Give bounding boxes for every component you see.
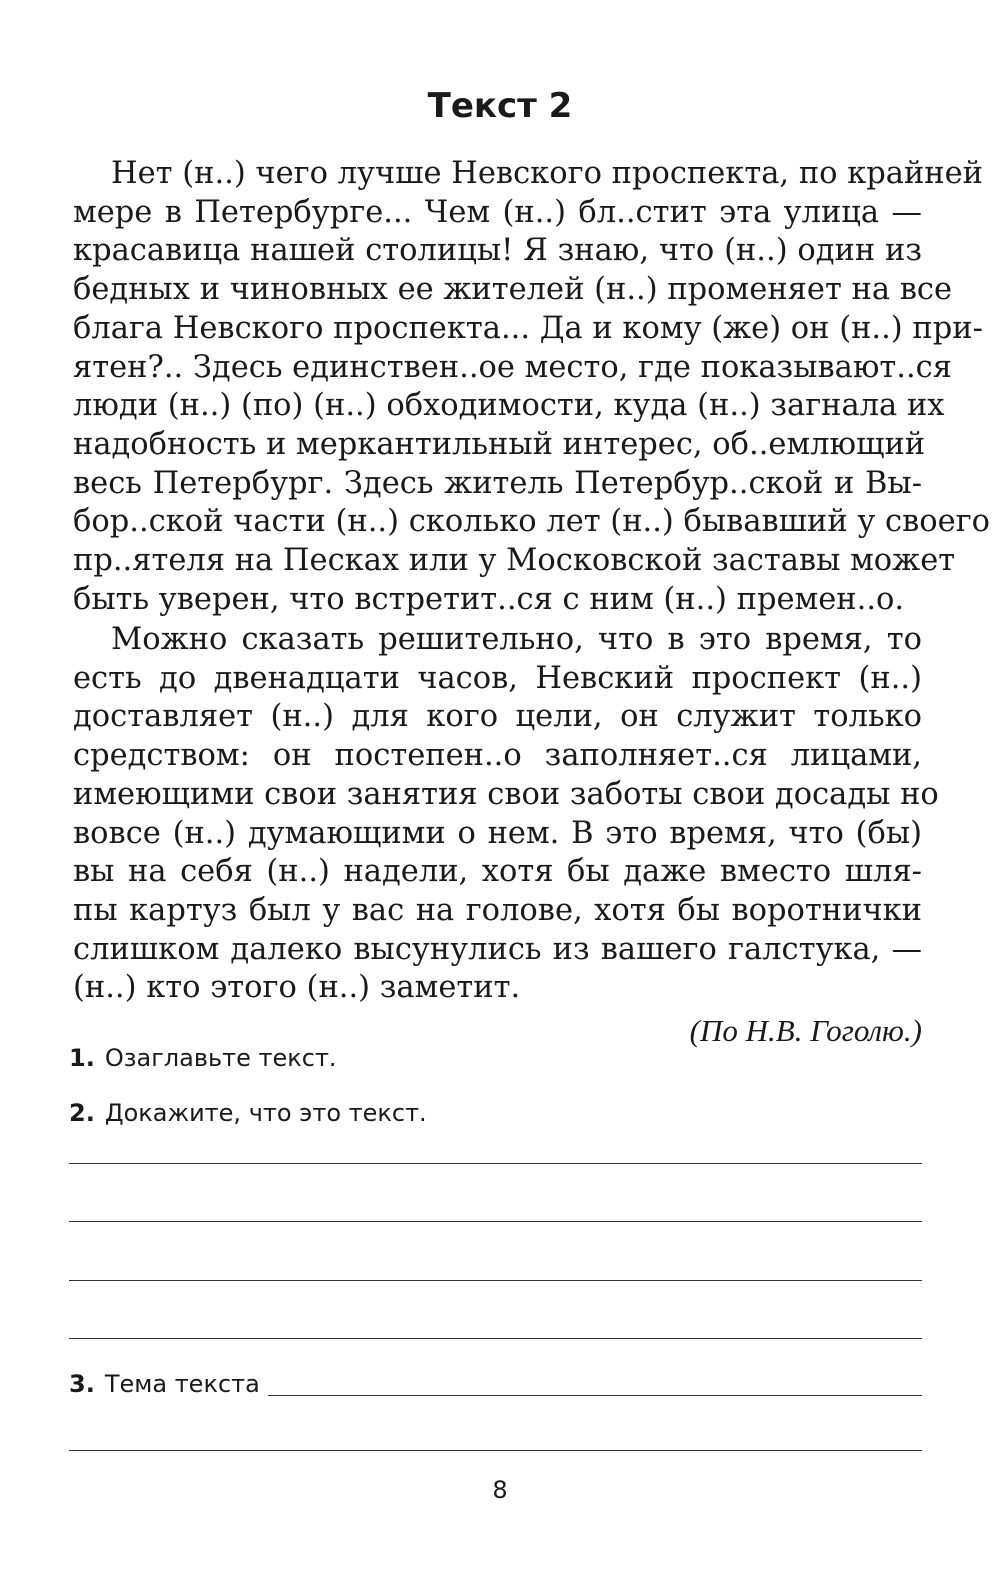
text-line: бор..ской части (н..) сколько лет (н..) бывавший у своего (73, 504, 991, 540)
task-text: Озаглавьте текст. (104, 1044, 337, 1072)
text-paragraph-1 (73, 155, 991, 619)
text-line: весь Петербург. Здесь житель Петербур..ской и Вы- (73, 465, 922, 501)
answer-line[interactable] (69, 1163, 922, 1164)
text-paragraph-2 (73, 621, 939, 1008)
text-line: надобность и меркантильный интерес, об..емлющий (73, 426, 926, 462)
text-line: мере в Петербурге... Чем (н..) бл..стит эта улица — (73, 194, 922, 230)
task-3 (69, 1368, 260, 1400)
answer-line[interactable] (69, 1221, 922, 1222)
text-line: пр..ятеля на Песках или у Московской заставы может (73, 543, 956, 579)
page-title: Текст 2 (427, 86, 573, 126)
text-line: имеющими свои занятия свои заботы свои досады но (73, 776, 939, 812)
task-number: 3. (69, 1370, 95, 1398)
task-number: 2. (69, 1099, 95, 1127)
text-line: доставляет (н..) для кого цели, он служит только (73, 699, 922, 735)
answer-line[interactable] (69, 1450, 922, 1451)
text-line: пы картуз был у вас на голове, хотя бы воротнички (73, 892, 922, 928)
text-line: быть уверен, что встретит..ся с ним (н..) премен..о. (73, 581, 905, 617)
text-line: (н..) кто этого (н..) заметит. (73, 970, 521, 1006)
task-text: Тема текста (104, 1370, 260, 1398)
task-1 (69, 1042, 337, 1074)
text-line: есть до двенадцати часов, Невский проспект (н..) (73, 660, 922, 696)
text-line: вы на себя (н..) надели, хотя бы даже вместо шля- (73, 854, 922, 890)
task-2 (69, 1097, 427, 1129)
text-line: вовсе (н..) думающими о нем. В это время, что (бы) (73, 815, 922, 851)
answer-line[interactable] (69, 1280, 922, 1281)
task-text: Докажите, что это текст. (104, 1099, 427, 1127)
task-number: 1. (69, 1044, 95, 1072)
text-line: бедных и чиновных ее жителей (н..) променяет на все (73, 272, 953, 308)
answer-line[interactable] (69, 1338, 922, 1339)
text-line: слишком далеко высунулись из вашего галстука, — (73, 931, 922, 967)
page-number: 8 (492, 1476, 508, 1504)
text-line: Можно сказать решительно, что в это время, то (111, 622, 922, 657)
topic-answer-line[interactable] (268, 1395, 922, 1396)
text-line: красавица нашей столицы! Я знаю, что (н..) один из (73, 233, 922, 269)
text-line: средством: он постепен..о заполняет..ся лицами, (73, 738, 922, 774)
text-line: блага Невского проспекта... Да и кому (же) он (н..) при- (73, 310, 983, 346)
text-line: ятен?.. Здесь единствен..ое место, где показывают..ся (73, 349, 952, 385)
attribution: (По Н.В. Гоголю.) (689, 1013, 922, 1048)
text-line: Нет (н..) чего лучше Невского проспекта, по крайней (111, 156, 984, 191)
text-line: люди (н..) (по) (н..) обходимости, куда (н..) загнала их (73, 388, 945, 424)
